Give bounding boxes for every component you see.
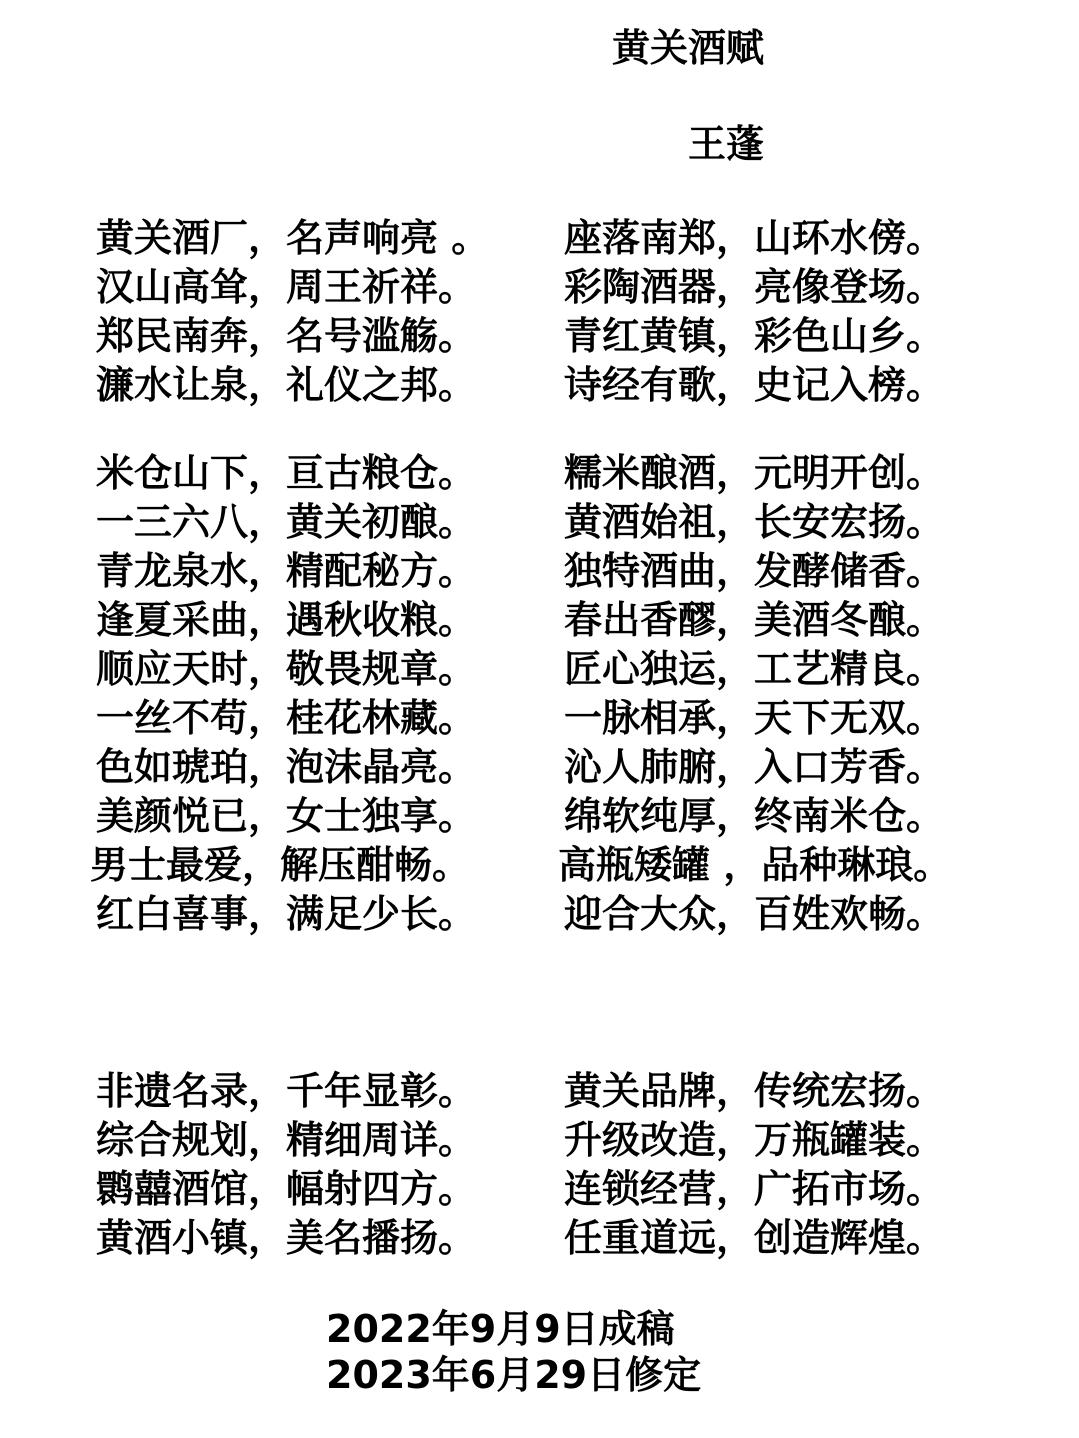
line-second-half: 彩陶酒器，亮像登场。 xyxy=(564,265,945,309)
draft-date: 2022年9月9日成稿 xyxy=(326,1307,675,1351)
line-first-half: 鹮囍酒馆，幅射四方。 xyxy=(96,1167,477,1211)
line-first-half: 汉山高耸，周王祈祥。 xyxy=(96,265,477,309)
line-second-half: 高瓶矮罐 ，品种琳琅。 xyxy=(558,843,952,887)
line-second-half: 绵软纯厚，终南米仓。 xyxy=(564,794,945,838)
line-first-half: 郑民南奔，名号滥觞。 xyxy=(96,314,477,358)
poem-line xyxy=(96,645,1056,694)
line-second-half: 糯米酿酒，元明开创。 xyxy=(564,451,945,495)
poem-line xyxy=(90,841,1056,890)
line-second-half: 升级改造，万瓶罐装。 xyxy=(564,1118,945,1162)
line-second-half: 诗经有歌，史记入榜。 xyxy=(564,363,945,407)
line-second-half: 连锁经营，广拓市场。 xyxy=(564,1167,945,1211)
poem-line xyxy=(96,547,1056,596)
line-first-half: 综合规划，精细周详。 xyxy=(96,1118,477,1162)
poem-line xyxy=(96,1067,1056,1116)
line-second-half: 黄酒始祖，长安宏扬。 xyxy=(564,500,945,544)
line-second-half: 迎合大众，百姓欢畅。 xyxy=(564,892,945,936)
line-first-half: 濂水让泉，礼仪之邦。 xyxy=(96,363,477,407)
line-first-half: 青龙泉水，精配秘方。 xyxy=(96,549,477,593)
poem-line xyxy=(96,1214,1056,1263)
poem-line xyxy=(96,312,1056,361)
poem-author: 王蓬 xyxy=(688,122,765,166)
line-first-half: 米仓山下，亘古粮仓。 xyxy=(96,451,477,495)
poem-line xyxy=(96,263,1056,312)
poem-line xyxy=(96,743,1056,792)
poem-line xyxy=(96,694,1056,743)
line-second-half: 春出香醪，美酒冬酿。 xyxy=(564,598,945,642)
poem-line xyxy=(96,792,1056,841)
line-first-half: 一丝不苟，桂花林藏。 xyxy=(96,696,477,740)
stanza-3 xyxy=(96,1067,1056,1263)
stanza-1 xyxy=(96,214,1056,410)
line-first-half: 红白喜事，满足少长。 xyxy=(96,892,477,936)
line-first-half: 男士最爱，解压酣畅。 xyxy=(90,843,471,887)
poem-title: 黄关酒赋 xyxy=(612,26,765,70)
revision-date: 2023年6月29日修定 xyxy=(326,1353,702,1397)
line-second-half: 青红黄镇，彩色山乡。 xyxy=(564,314,945,358)
line-first-half: 顺应天时，敬畏规章。 xyxy=(96,647,477,691)
date-block xyxy=(326,1306,701,1398)
line-second-half: 黄关品牌，传统宏扬。 xyxy=(564,1069,945,1113)
line-second-half: 任重道远，创造辉煌。 xyxy=(564,1216,945,1260)
poem-line xyxy=(96,596,1056,645)
line-second-half: 沁人肺腑，入口芳香。 xyxy=(564,745,945,789)
poem-line xyxy=(96,1116,1056,1165)
line-first-half: 逢夏采曲，遇秋收粮。 xyxy=(96,598,477,642)
poem-line xyxy=(96,1165,1056,1214)
line-second-half: 座落南郑，山环水傍。 xyxy=(564,216,945,260)
poem-line xyxy=(96,449,1056,498)
stanza-2 xyxy=(90,449,1056,939)
line-second-half: 一脉相承，天下无双。 xyxy=(564,696,945,740)
poem-line xyxy=(96,361,1056,410)
line-first-half: 美颜悦已，女士独享。 xyxy=(96,794,477,838)
poem-line xyxy=(96,890,1056,939)
line-first-half: 黄关酒厂，名声响亮 。 xyxy=(96,216,490,260)
line-first-half: 色如琥珀，泡沫晶亮。 xyxy=(96,745,477,789)
poem-line xyxy=(96,214,1056,263)
line-first-half: 一三六八，黄关初酿。 xyxy=(96,500,477,544)
line-first-half: 非遗名录，千年显彰。 xyxy=(96,1069,477,1113)
line-second-half: 独特酒曲，发酵储香。 xyxy=(564,549,945,593)
line-first-half: 黄酒小镇，美名播扬。 xyxy=(96,1216,477,1260)
line-second-half: 匠心独运，工艺精良。 xyxy=(564,647,945,691)
poem-line xyxy=(96,498,1056,547)
